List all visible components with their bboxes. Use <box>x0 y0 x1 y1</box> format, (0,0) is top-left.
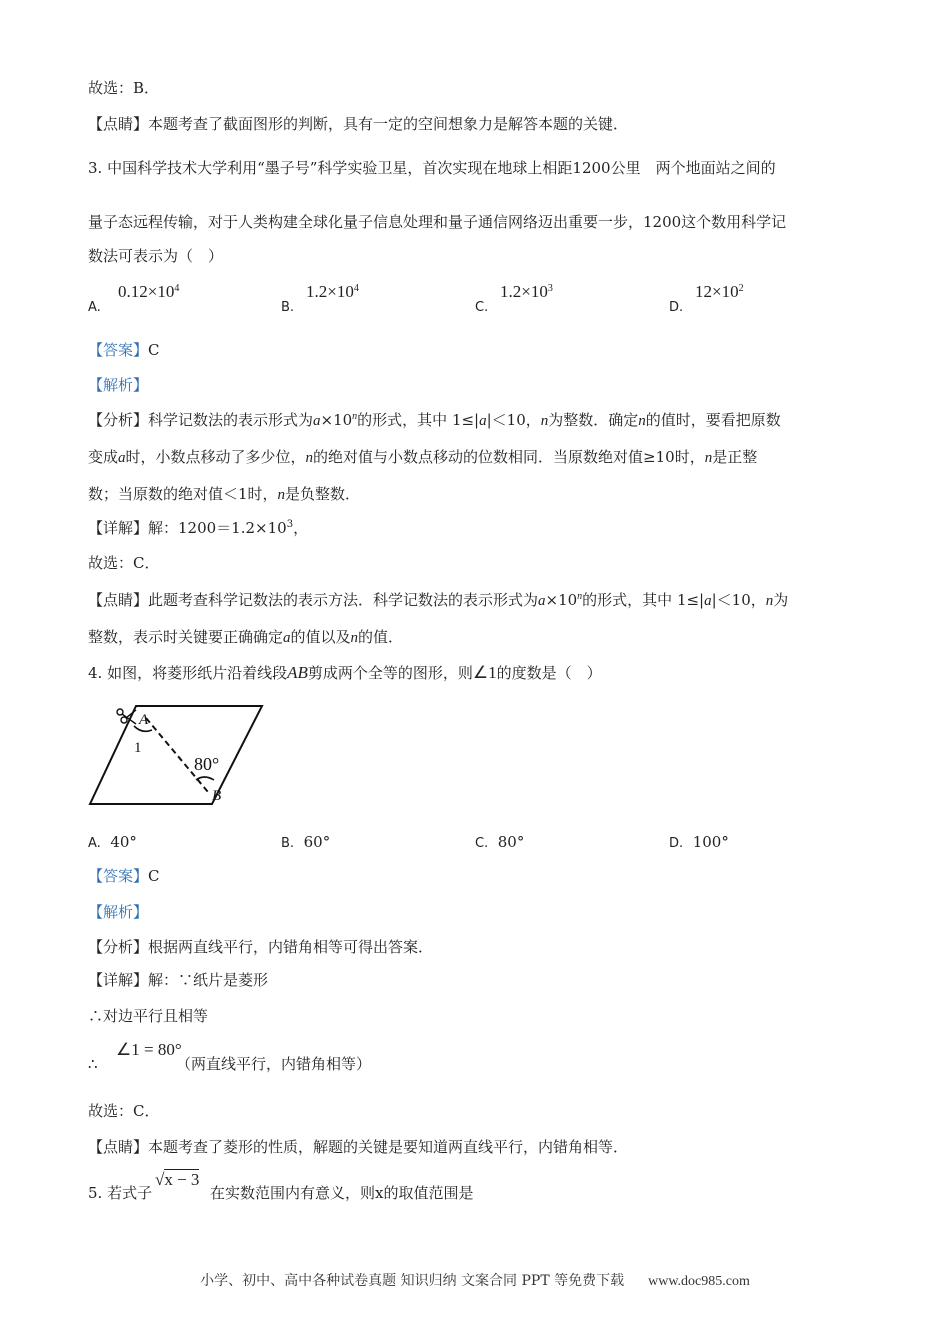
q4-analysis-tag: 【解析】 <box>88 903 149 921</box>
q4-option-a: A. 40° <box>88 833 137 851</box>
q4-choose: 故选：C． <box>88 1102 160 1120</box>
q4-option-b: B. 60° <box>281 833 331 851</box>
q3-fenxi-3: 数；当原数的绝对值＜1时，n是负整数． <box>88 485 361 503</box>
q4-step2-symbol: ∴ <box>88 1055 98 1073</box>
q4-answer: 【答案】C <box>88 867 160 885</box>
q3-fenxi-2: 变成a时，小数点移动了多少位，n的绝对值与小数点移动的位数相同．当原数绝对值≥10时，n是正整 <box>88 448 758 466</box>
q4-step1: ∴对边平行且相等 <box>88 1007 209 1025</box>
q3-text-2: 量子态远程传输，对于人类构建全球化量子信息处理和量子通信网络迈出重要一步，1200这个数用科学记 <box>88 213 787 231</box>
q4-option-c: C. 80° <box>475 833 525 851</box>
q3-option-a <box>88 296 101 318</box>
q4-option-d: D. 100° <box>669 833 729 851</box>
sqrt-icon: √ <box>155 1170 165 1189</box>
q5-sqrt: √x − 3 <box>155 1170 200 1189</box>
label-a: A <box>139 712 149 728</box>
q4-question: 4. 如图，将菱形纸片沿着线段AB剪成两个全等的图形，则∠1的度数是（ ） <box>88 663 602 682</box>
option-label: C. <box>475 300 489 315</box>
rhombus-shape <box>90 706 262 804</box>
option-label: B. <box>281 300 295 315</box>
q3-option-d <box>669 296 683 318</box>
q4-detail: 【详解】解：∵纸片是菱形 <box>88 971 269 989</box>
q3-option-d-value: $12\times 10^2$ <box>695 282 744 301</box>
q5-suffix: 在实数范围内有意义，则x的取值范围是 <box>210 1184 474 1202</box>
q3-text-3: 数法可表示为（ ） <box>88 247 224 265</box>
rhombus-figure <box>86 700 268 810</box>
page-footer <box>0 1270 950 1290</box>
q3-text-1: 3. 中国科学技术大学利用“墨子号”科学实验卫星，首次实现在地球上相距1200公里 两个地面站之间的 <box>88 159 776 177</box>
footer-link[interactable]: www.doc985.com <box>648 1274 750 1289</box>
q3-option-b <box>281 296 294 318</box>
q3-option-a-value: $0.12\times 10^4$ <box>118 282 180 301</box>
q4-step2-math: ∠1 = 80° <box>116 1040 182 1059</box>
q4-step2-note: （两直线平行，内错角相等） <box>176 1055 372 1073</box>
q3-detail: 【详解】解：$1200=1.2\times 10^3$， <box>88 519 309 537</box>
q3-dianjing-1: 【点睛】此题考查科学记数法的表示方法．科学记数法的表示形式为$a\times 10^n$的形式，其中 1≤|a|＜10，n为 <box>88 591 789 609</box>
q4-dianjing: 【点睛】本题考查了菱形的性质，解题的关键是要知道两直线平行，内错角相等． <box>88 1138 629 1156</box>
option-label: A. <box>88 300 101 315</box>
q3-dianjing-2: 整数，表示时关键要正确确定a的值以及n的值． <box>88 628 404 646</box>
label-b: B <box>212 788 222 804</box>
q3-analysis-tag: 【解析】 <box>88 376 149 394</box>
label-80-degrees: 80° <box>194 754 220 774</box>
q3-option-c <box>475 296 488 318</box>
q3-option-c-value: $1.2\times 10^3$ <box>500 282 553 301</box>
option-label: D. <box>669 300 684 315</box>
dianjing-line: 【点睛】本题考查了截面图形的判断，具有一定的空间想象力是解答本题的关键． <box>88 115 629 133</box>
q4-fenxi: 【分析】根据两直线平行，内错角相等可得出答案． <box>88 938 434 956</box>
choose-b-line: 故选：B． <box>88 79 160 97</box>
q3-fenxi-1: 【分析】科学记数法的表示形式为$a\times 10^n$的形式，其中 1≤|a|＜10，n为整数．确定n的值时，要看把原数 <box>88 411 781 429</box>
q3-choose: 故选：C． <box>88 554 160 572</box>
q3-option-b-value: $1.2\times 10^4$ <box>306 282 359 301</box>
q5-prefix: 5. 若式子 <box>88 1184 153 1202</box>
footer-text: 小学、初中、高中各种试卷真题 知识归纳 文案合同 PPT 等免费下载 <box>200 1273 625 1289</box>
label-1: 1 <box>134 740 142 756</box>
q3-answer: 【答案】C <box>88 341 160 359</box>
